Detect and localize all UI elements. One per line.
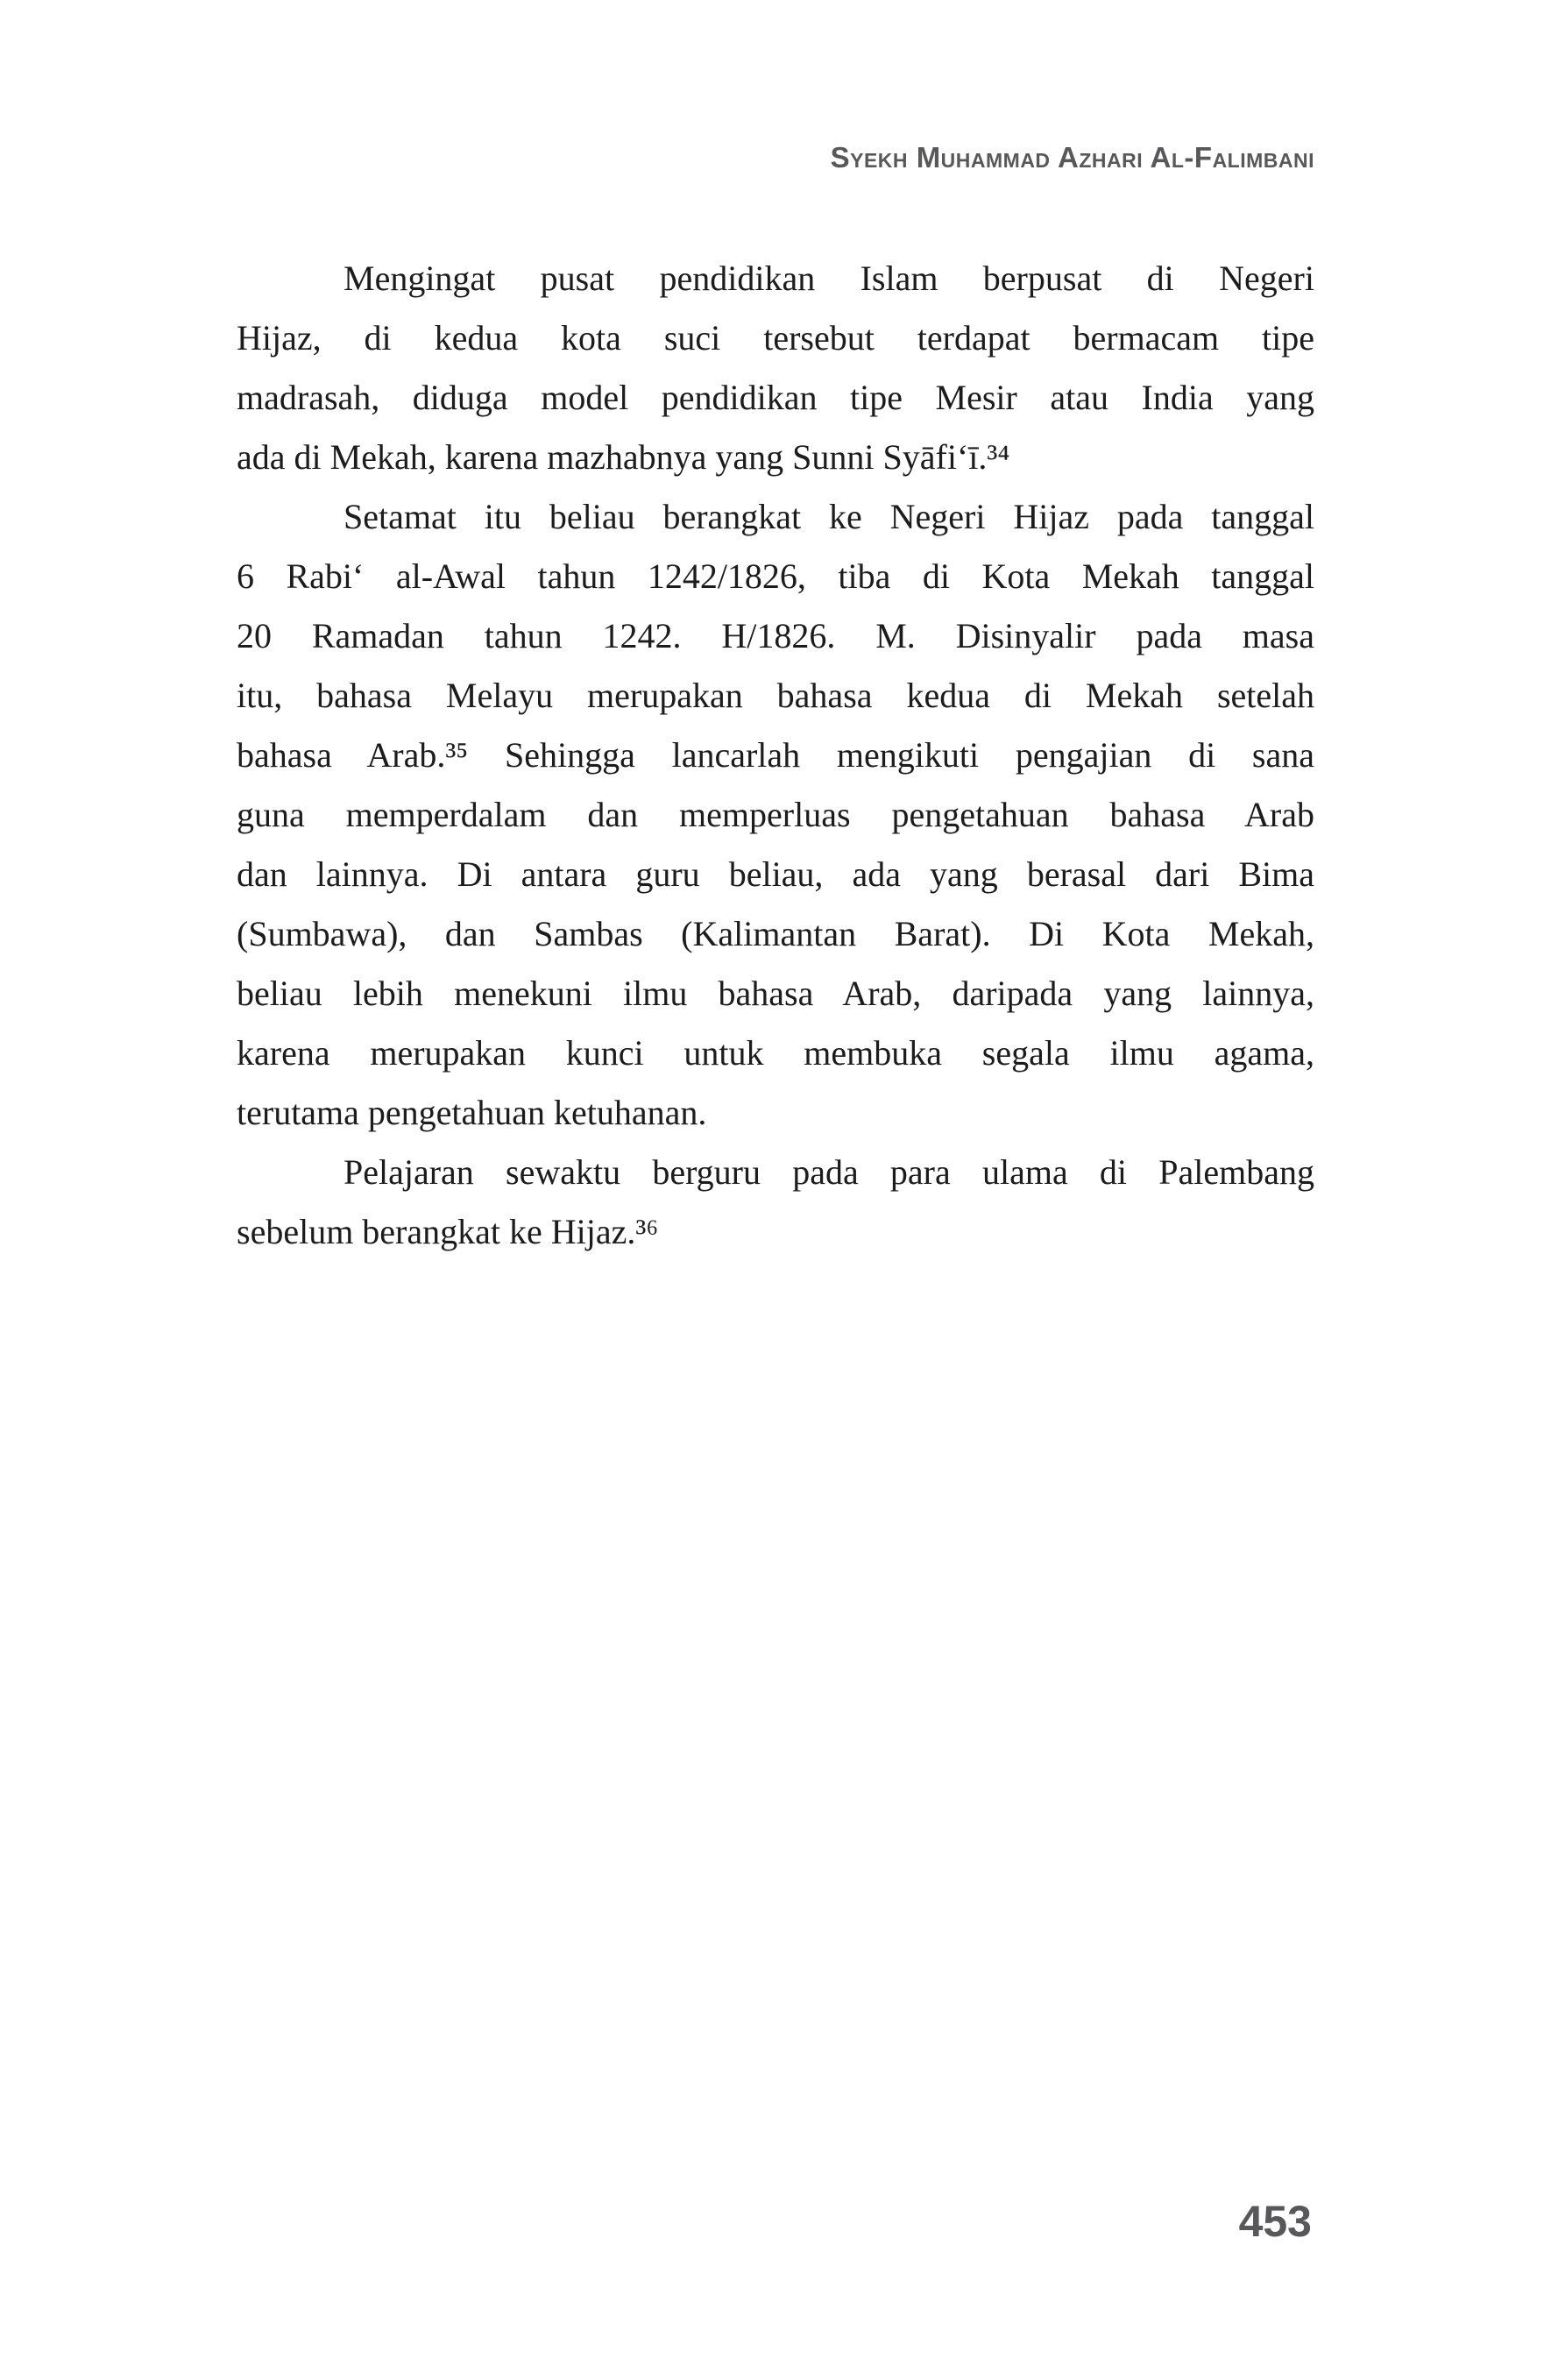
text-line: guna memperdalam dan memperluas pengetahuan bahasa Arab <box>237 795 1314 834</box>
text-line: beliau lebih menekuni ilmu bahasa Arab, daripada yang lainnya, <box>237 974 1314 1013</box>
text-line: sebelum berangkat ke Hijaz.³⁶ <box>237 1212 659 1251</box>
text-line: terutama pengetahuan ketuhanan. <box>237 1093 707 1132</box>
page-number: 453 <box>1238 2197 1312 2246</box>
text-line: bahasa Arab.³⁵ Sehingga lancarlah mengikuti pengajian di sana <box>237 735 1314 775</box>
text-line: dan lainnya. Di antara guru beliau, ada yang berasal dari Bima <box>237 854 1314 894</box>
text-line: Hijaz, di kedua kota suci tersebut terdapat bermacam tipe <box>237 318 1314 358</box>
running-header: Syekh Muhammad Azhari Al-Falimbani <box>830 141 1314 174</box>
text-line: 6 Rabi‘ al-Awal tahun 1242/1826, tiba di Kota Mekah tanggal <box>237 556 1314 596</box>
text-line: karena merupakan kunci untuk membuka segala ilmu agama, <box>237 1033 1314 1073</box>
text-line: ada di Mekah, karena mazhabnya yang Sunni Syāfi‘ī.³⁴ <box>237 437 1010 477</box>
text-line: madrasah, diduga model pendidikan tipe Mesir atau India yang <box>237 378 1314 417</box>
text-line: Pelajaran sewaktu berguru pada para ulama di Palembang <box>343 1152 1314 1192</box>
paragraph <box>237 487 1314 1143</box>
text-line: Mengingat pusat pendidikan Islam berpusat di Negeri <box>343 259 1314 298</box>
text-line: (Sumbawa), dan Sambas (Kalimantan Barat). Di Kota Mekah, <box>237 914 1314 953</box>
text-line: 20 Ramadan tahun 1242. H/1826. M. Disinyalir pada masa <box>237 616 1314 655</box>
text-line: itu, bahasa Melayu merupakan bahasa kedua di Mekah setelah <box>237 676 1314 715</box>
body-text-block <box>237 249 1314 1262</box>
paragraph <box>237 249 1314 487</box>
text-line: Setamat itu beliau berangkat ke Negeri Hijaz pada tanggal <box>343 497 1314 536</box>
paragraph <box>237 1143 1314 1262</box>
